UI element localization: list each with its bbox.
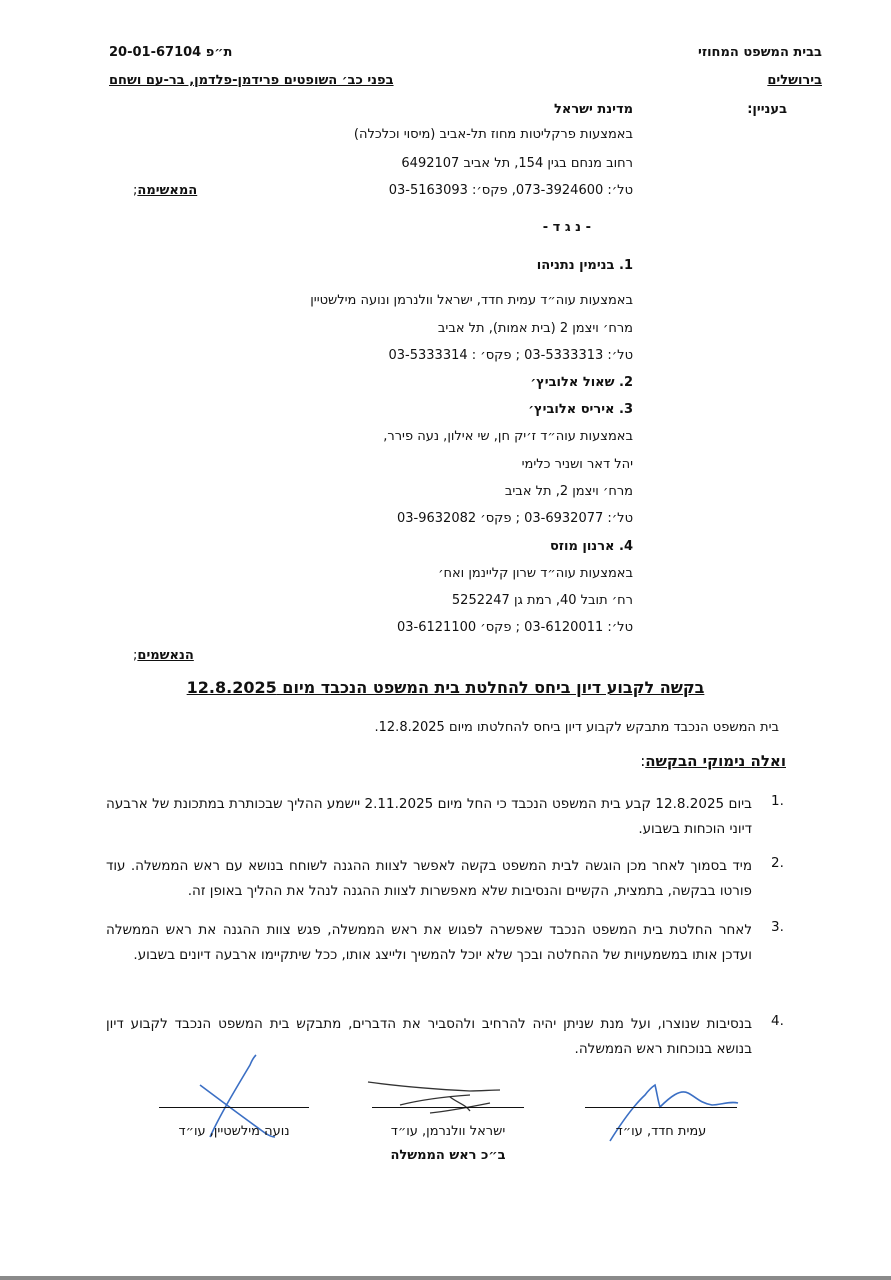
signature-name-middle: ישראל וולנרמן, עו״ד [390,1124,506,1139]
court-name: בבית המשפט המחוזי [698,45,822,60]
prosecution-line: טל׳: 073-3924600, פקס׳: 03-5163093 [388,183,633,198]
prosecution-name: מדינת ישראל [553,102,633,117]
paragraph-text: בנסיבות שנוצרו, ועל מנת שניתן יהיה להרחיב ולהסביר את הדברים, מתבקש בית המשפט הנכבד לקבוע דיון בנושא בנוכחות ראש הממשלה. [106,1016,752,1057]
paragraph-number: 2. [771,855,784,871]
on-behalf-label: ב״כ ראש הממשלה [390,1148,506,1163]
defendant-line: מרח׳ ויצמן 2 (בית אמות), תל אביב [437,321,633,336]
signature-line-middle [372,1107,524,1108]
defendant-line: באמצעות עוה״ד שרון קליינמן ואח׳ [438,566,633,581]
defendant-line: באמצעות עוה״ד ז׳יק חן, שי אילון, נעה פירר, [383,429,633,444]
signature-line-left [159,1107,309,1108]
defendant-line: מרח׳ ויצמן 2, תל אביב [504,484,633,499]
defendant-line: רח׳ תובל 40, רמת גן 5252247 [451,593,633,608]
prosecution-role-label [133,183,197,198]
case-number: ת״פ 20-01-67104 [109,45,233,60]
defendant-line: באמצעות עוה״ד עמית חדד, ישראל וולנרמן ונועה מילשטיין [310,293,633,308]
paragraph-text: מיד בסמוך לאחר מכן הוגשה לבית המשפט בקשה לאפשר לצוות ההגנה לשוחח בנושא עם ראש הממשלה. עוד פורטו בבקשה, בתמצית, הקשיים והנסיבות שלא מאפשרות לצוות ההגנה לנהל את ההליך באופן זה. [106,858,752,899]
request-title: בקשה לקבוע דיון ביחס להחלטת בית המשפט הנכבד מיום 12.8.2025 [186,678,705,697]
defendant-title: 4. ארנון מוזס [549,539,633,554]
reasons-heading: ואלה נימוקי הבקשה [645,752,786,770]
paragraph-text: לאחר החלטת בית המשפט הנכבד שאפשרה לפגוש את ראש הממשלה, פגש צוות ההגנה את ראש הממשלה ועדכן אותו במשמעויות של ההחלטה ובכך שלא יוכל להמשיך ולייצג אותו, ככל שיתקיימו ארבעה דיונים בשבוע. [106,922,752,963]
defendants-role-label [133,648,194,663]
defendant-title: 3. איריס אלוביץ׳ [528,402,633,417]
paragraph-number: 4. [771,1013,784,1029]
paragraph-number: 1. [771,793,784,809]
court-city: בירושלים [767,73,822,88]
defendant-title: 2. שאול אלוביץ׳ [530,375,633,390]
defendants-role: הנאשמים [137,648,194,663]
reasons-heading-wrap [640,752,786,770]
prosecution-line: רחוב מנחם בגין 154, תל אביב 6492107 [401,156,633,171]
defendant-line: טל׳: 03-6932077 ; פקס׳ 03-9632082 [397,511,633,526]
signature-name-left: נועה מילשטיין, עו״ד [178,1124,290,1139]
matter-label: בעניין: [747,102,787,117]
paragraph-number: 3. [771,919,784,935]
paragraph-text: ביום 12.8.2025 קבע בית המשפט הנכבד כי החל מיום 2.11.2025 יישמע ההליך שבכותרת במתכונת של ארבעה דיוני הוכחות בשבוע. [106,796,752,837]
scan-edge-bar [0,1276,891,1280]
signature-line-right [585,1107,737,1108]
defendant-line: יהל דאר ושניר כלימי [521,457,633,472]
defendant-line: טל׳: 03-6120011 ; פקס׳ 03-6121100 [397,620,633,635]
signature-middle-mark [368,1082,500,1113]
request-intro: בית המשפט הנכבד מתבקש לקבוע דיון ביחס להחלטתו מיום 12.8.2025. [374,720,779,735]
judges-panel: בפני כב׳ השופטים פרידמן-פלדמן, בר-עם ושחם [109,73,394,88]
defendant-line: טל׳: 03-5333313 ; פקס׳ : 03-5333314 [388,348,633,363]
prosecution-line: באמצעות פרקליטות מחוז תל-אביב (מיסוי וכלכלה) [353,127,633,142]
role-suffix: ; [133,648,138,663]
role-suffix: ; [133,183,138,198]
prosecution-role: המאשימה [137,183,198,198]
defendant-title: 1. בנימין נתניהו [536,258,633,273]
reasons-suffix: : [640,752,646,770]
signature-name-right: עמית חדד, עו״ד [615,1124,707,1139]
versus-separator: - נ ג ד - [542,220,591,235]
